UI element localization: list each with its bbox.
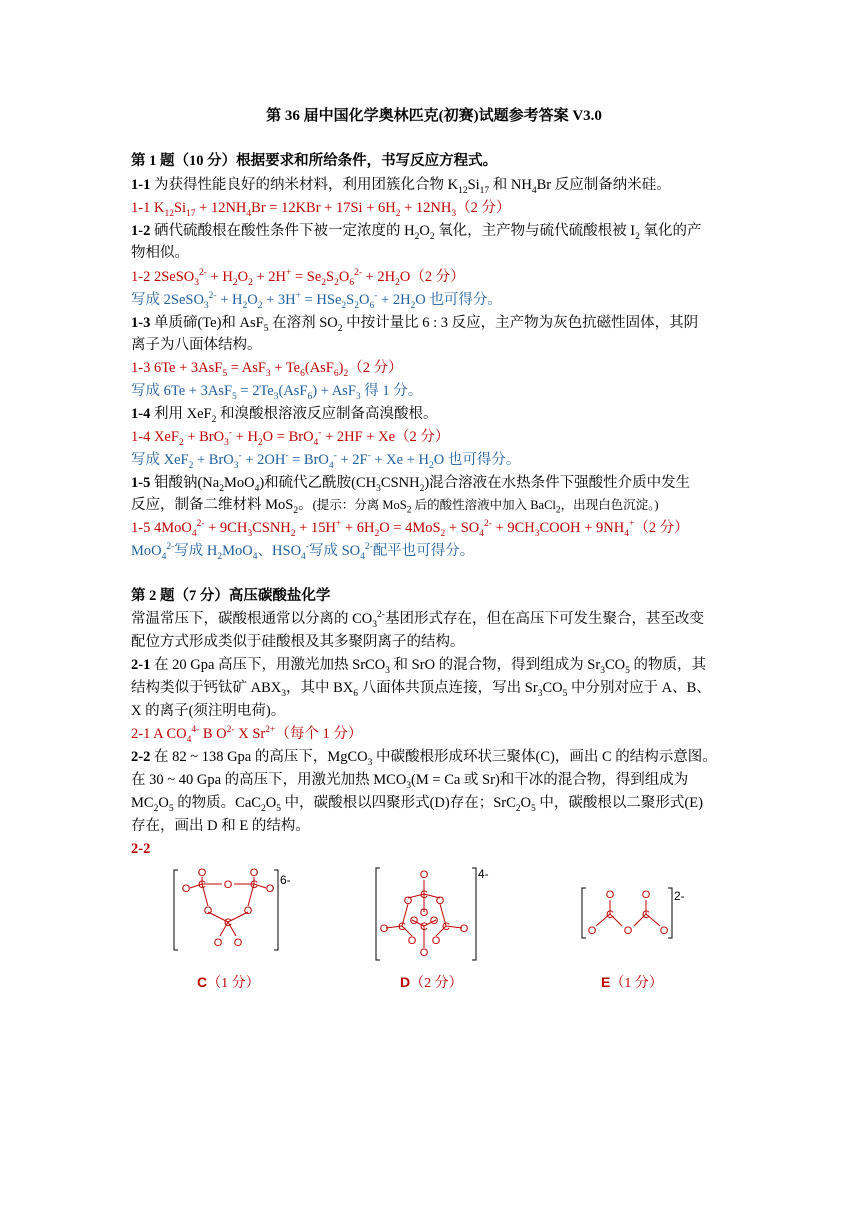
atom-o: O <box>403 895 413 907</box>
charge-label: 4- <box>478 867 489 881</box>
q2-1-answer: 2-1 A $CO_4^{4-}$ B $O^{2-}$ X $Sr^{2+}$（每个 1 分） <box>131 725 363 745</box>
atom-o: O <box>435 895 445 907</box>
document-title: 第 36 届中国化学奥林匹克(初赛)试题参考答案 V3.0 <box>266 108 602 124</box>
atom-c: C <box>442 921 450 933</box>
charge-label: 2- <box>674 889 685 903</box>
structure-c <box>170 864 300 956</box>
q1-3-answer: 1-3 $6Te + 3AsF_5 = AsF_3 + Te_6(AsF_6)_2(2$ 分） <box>131 360 403 379</box>
atom-o: O <box>379 923 389 935</box>
q2-2-prompt-line4: 存在，画出 D 和 E 的结构。 <box>131 818 310 834</box>
atom-o: O <box>243 905 253 917</box>
atom-o: O <box>587 925 597 937</box>
q1-4-answer: 1-4 $XeF_2 + BrO_3^- + H_2O = BrO_4^- + 2HF + Xe(2$ 分） <box>131 428 450 448</box>
atom-c: C <box>420 889 428 901</box>
q2-2-prompt-line1: 2-2 在 82 ~ 138 Gpa 的高压下，MgCO$_3$ 中碳酸根形成环状三聚体(C)，画出 C 的结构示意图。 <box>131 749 717 768</box>
q1-5-answer: 1-5 $4MoO_4^{2-} + 9CH_3CSNH_2 + 15H^+ + 6H_2O = 4MoS_2 + SO_4^{2-}$ + $9CH_3COOH + 9NH_4^+(2$ 分） <box>131 519 689 539</box>
atom-o: O <box>431 935 441 947</box>
q2-1-prompt-line2: 结构类似于钙钛矿 $ABX_3$，其中 $BX_6$ 八面体共顶点连接，写出 $Sr_3CO_5$ 中分别对应于 A、B、 <box>131 680 711 699</box>
atom-o: O <box>459 923 469 935</box>
atom-o: O <box>197 867 207 879</box>
q2-2-prompt-line2: 在 30 ~ 40 Gpa 的高压下，用激光加热 $MCO_3(M = Ca$ 或 Sr)和干冰的混合物，得到组成为 <box>131 772 689 791</box>
q1-5-alt-answer: MoO$_4^{2-}$写成 $H_2MoO_4$、$HSO_4^-$写成 $SO_4^{2-}$配平也可得分。 <box>131 542 475 562</box>
q1-2-prompt-line1: 1-2 硒代硫酸根在酸性条件下被一定浓度的 $H_2O_2$ 氧化，主产物与硫代硫酸根被 $I_2$ 氧化的产 <box>131 223 702 242</box>
q1-5-prompt-line1: 1-5 钼酸钠$(Na_2MoO_4)$和硫代乙酰胺$(CH_3CSNH_2)$混合溶液在水热条件下强酸性介质中发生 <box>131 475 691 494</box>
atom-o: O <box>233 937 243 949</box>
structure-e <box>578 884 698 944</box>
atom-o: O <box>605 889 615 901</box>
atom-o: O <box>223 879 233 891</box>
charge-label: 6- <box>280 873 291 887</box>
caption-e: E（1 分） <box>601 974 663 991</box>
atom-o: O <box>623 925 633 937</box>
q1-5-prompt-line2: 反应，制备二维材料 MoS$_2$。(提示：分离 MoS$_2$ 后的酸性溶液中加入 BaCl$_2$，出现白色沉淀。) <box>131 497 659 516</box>
atom-c: C <box>606 909 614 921</box>
atom-c: C <box>420 921 428 933</box>
atom-o: O <box>429 915 439 927</box>
q1-1-answer: 1-1 $K_{12}Si_{17} + 12NH_4Br = 12KBr + 17Si + 6H_2 + 12NH_3(2$ 分） <box>131 200 511 219</box>
q1-3-alt-answer: 写成 $6Te + 3AsF_5 = 2Te_3(AsF_6) + AsF_3$ 得 1 分。 <box>131 383 423 402</box>
atom-c: C <box>250 879 258 891</box>
atom-o: O <box>407 935 417 947</box>
atom-o: O <box>419 947 429 959</box>
caption-d: D（2 分） <box>400 974 463 991</box>
q1-1-label: 1-1 <box>131 177 151 193</box>
q2-intro-line1: 常温常压下，碳酸根通常以分离的 $CO_3^{2-}$基团形式存在，但在高压下可发生聚合，甚至改变 <box>131 610 704 630</box>
q1-2-prompt-line2: 物相似。 <box>131 245 189 261</box>
q1-4-alt-answer: 写成 $XeF_2 + BrO_3^- + 2OH^- = BrO_4^- + 2F^- + Xe + H_2O$ 也可得分。 <box>131 451 521 471</box>
q1-3-prompt-line1: 1-3 单质碲(Te)和 AsF$_5$ 在溶剂 $SO_2$ 中按计量比 6 : 3 反应，主产物为灰色抗磁性固体，其阴 <box>131 315 699 334</box>
q1-heading: 第 1 题（10 分）根据要求和所给条件，书写反应方程式。 <box>131 153 498 169</box>
q2-heading: 第 2 题（7 分）高压碳酸盐化学 <box>131 588 331 604</box>
q2-2-prompt-line3: $MC_2O_5$ 的物质。$CaC_2O_5$ 中，碳酸根以四聚形式(D)存在；$SrC_2O_5$ 中，碳酸根以二聚形式(E) <box>131 795 703 814</box>
q2-2-answer-label: 2-2 <box>131 841 151 857</box>
atom-c: C <box>398 921 406 933</box>
atom-o: O <box>409 915 419 927</box>
atom-o: O <box>203 905 213 917</box>
structure-d <box>372 864 502 964</box>
q2-1-prompt-line3: X 的离子(须注明电荷)。 <box>131 703 286 719</box>
atom-c: C <box>224 917 232 929</box>
atom-c: C <box>198 879 206 891</box>
q1-3-prompt-line2: 离子为八面体结构。 <box>131 337 262 353</box>
atom-o: O <box>419 907 429 919</box>
atom-o: O <box>659 925 669 937</box>
atom-o: O <box>419 869 429 881</box>
q1-1-prompt: 1-1 为获得性能良好的纳米材料，利用团簇化合物 $K_{12}Si_{17}$ 和 $NH_4Br$ 反应制备纳米硅。 <box>131 177 671 196</box>
q1-4-prompt: 1-4 利用 XeF$_2$ 和溴酸根溶液反应制备高溴酸根。 <box>131 406 438 425</box>
q1-2-answer: 1-2 2SeSO$_3^{2-}$ + $H_2O_2 + 2H^+ = Se_2S_2O_6^{2-} + 2H_2O(2$ 分） <box>131 268 465 288</box>
caption-c: C（1 分） <box>197 974 260 991</box>
atom-o: O <box>181 883 191 895</box>
atom-o: O <box>641 889 651 901</box>
q2-1-prompt-line1: 2-1 在 20 Gpa 高压下，用激光加热 SrCO$_3$ 和 SrO 的混合物，得到组成为 $Sr_3CO_5$ 的物质，其 <box>131 657 706 676</box>
q2-intro-line2: 配位方式形成类似于硅酸根及其多聚阴离子的结构。 <box>131 634 465 650</box>
atom-o: O <box>249 867 259 879</box>
atom-c: C <box>642 909 650 921</box>
atom-o: O <box>213 937 223 949</box>
q1-2-alt-answer: 写成 2SeSO$_3^{2-}$ + $H_2O_2 + 3H^+ = HSe_2S_2O_6^- + 2H_2O$ 也可得分。 <box>131 291 502 311</box>
atom-o: O <box>265 883 275 895</box>
